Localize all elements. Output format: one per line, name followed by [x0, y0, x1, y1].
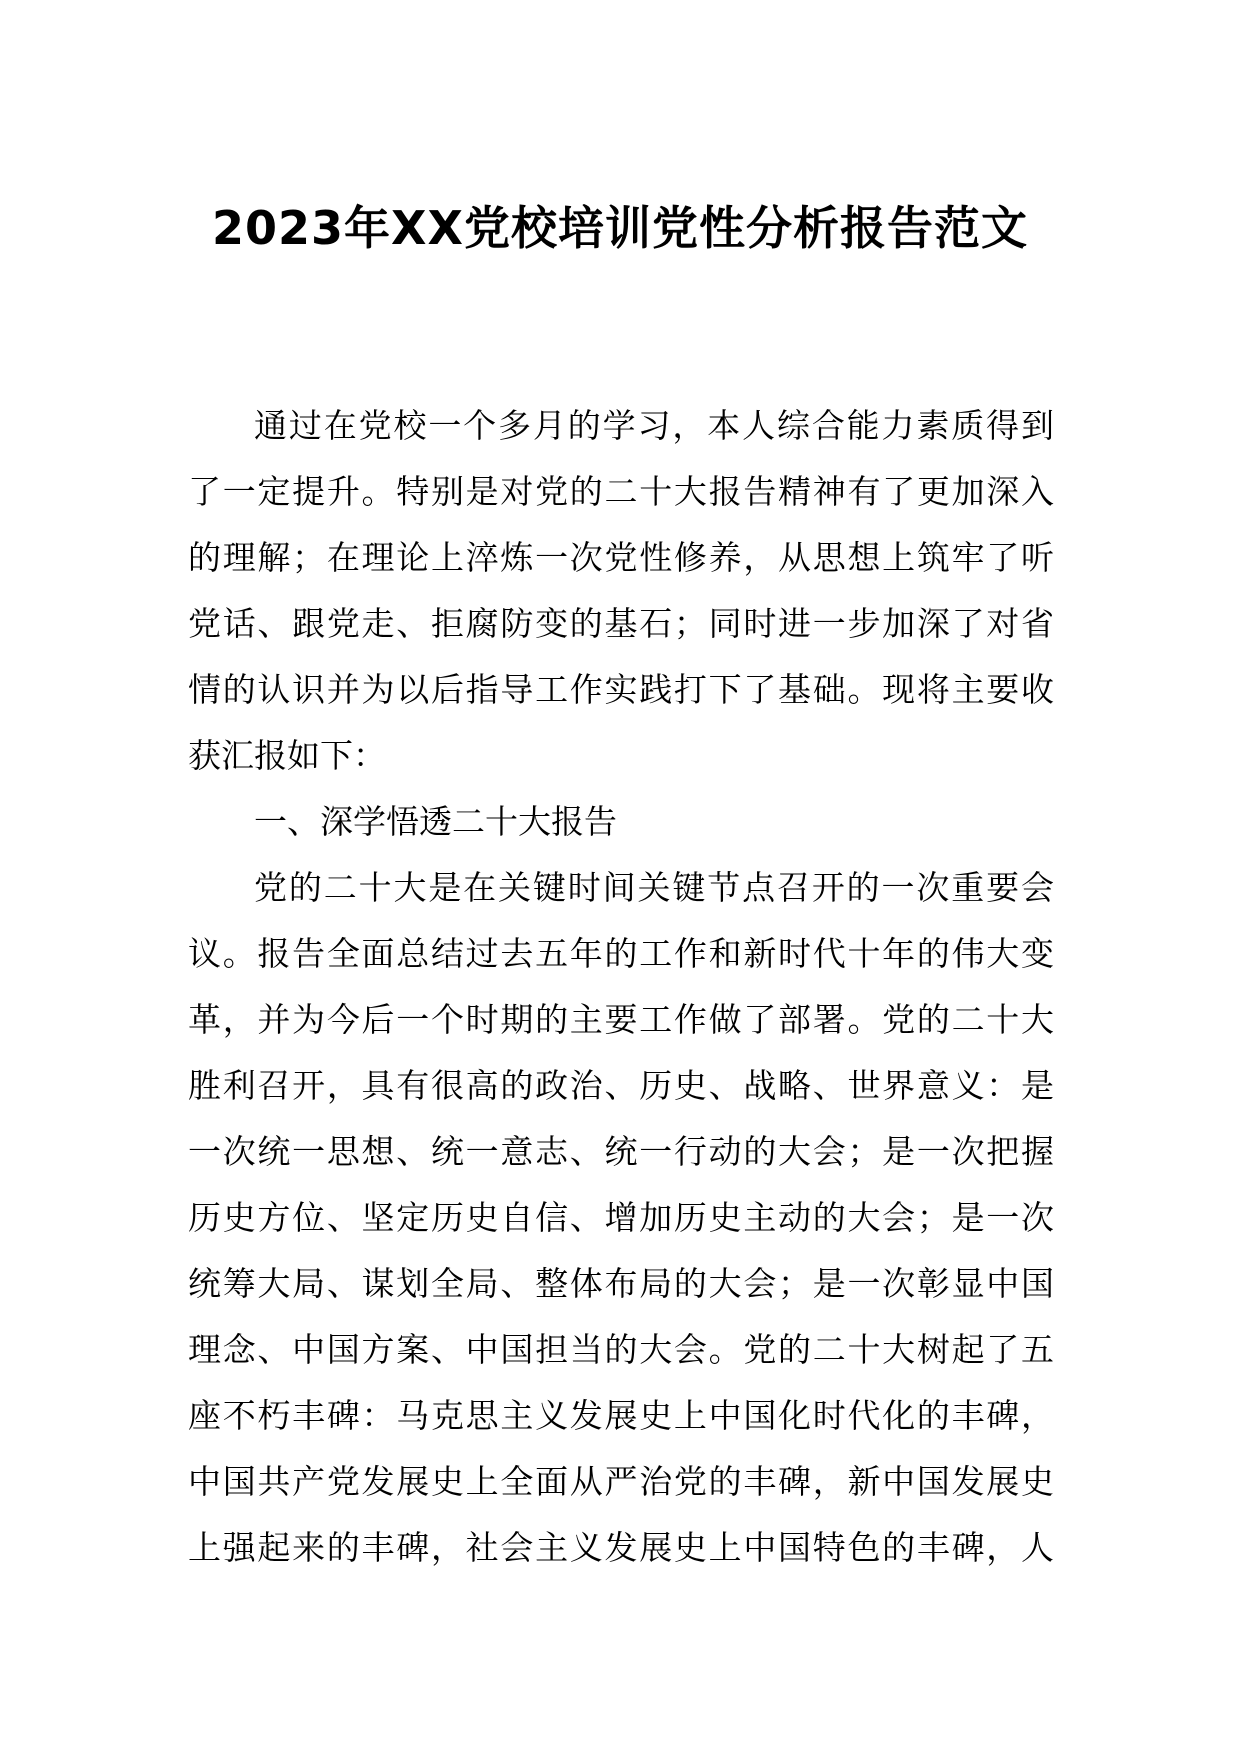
paragraph-line: 革，并为今后一个时期的主要工作做了部署。党的二十大 — [188, 1000, 1054, 1039]
document-body — [188, 393, 1054, 1581]
paragraph-line: 中国共产党发展史上全面从严治党的丰碑，新中国发展史 — [188, 1462, 1054, 1501]
paragraph-line: 一次统一思想、统一意志、统一行动的大会；是一次把握 — [188, 1132, 1054, 1171]
paragraph-line: 了一定提升。特别是对党的二十大报告精神有了更加深入 — [188, 472, 1054, 511]
paragraph-line: 历史方位、坚定历史自信、增加历史主动的大会；是一次 — [188, 1198, 1054, 1237]
paragraph-line: 胜利召开，具有很高的政治、历史、战略、世界意义：是 — [188, 1066, 1054, 1105]
paragraph-line: 党话、跟党走、拒腐防变的基石；同时进一步加深了对省 — [188, 604, 1054, 643]
paragraph-line: 议。报告全面总结过去五年的工作和新时代十年的伟大变 — [188, 934, 1054, 973]
paragraph-line: 理念、中国方案、中国担当的大会。党的二十大树起了五 — [188, 1330, 1054, 1369]
paragraph-line: 上强起来的丰碑，社会主义发展史上中国特色的丰碑，人 — [188, 1528, 1054, 1567]
paragraph-line: 获汇报如下： — [188, 736, 386, 775]
paragraph-line: 座不朽丰碑：马克思主义发展史上中国化时代化的丰碑， — [188, 1396, 1054, 1435]
paragraph-line: 统筹大局、谋划全局、整体布局的大会；是一次彰显中国 — [188, 1264, 1054, 1303]
paragraph-line: 通过在党校一个多月的学习，本人综合能力素质得到 — [254, 406, 1054, 445]
paragraph-line: 党的二十大是在关键时间关键节点召开的一次重要会 — [254, 868, 1054, 907]
document-title: 2023年XX党校培训党性分析报告范文 — [212, 201, 1028, 255]
section-heading: 一、深学悟透二十大报告 — [254, 802, 617, 841]
paragraph-line: 情的认识并为以后指导工作实践打下了基础。现将主要收 — [188, 670, 1054, 709]
paragraph-line: 的理解；在理论上淬炼一次党性修养，从思想上筑牢了听 — [188, 538, 1054, 577]
